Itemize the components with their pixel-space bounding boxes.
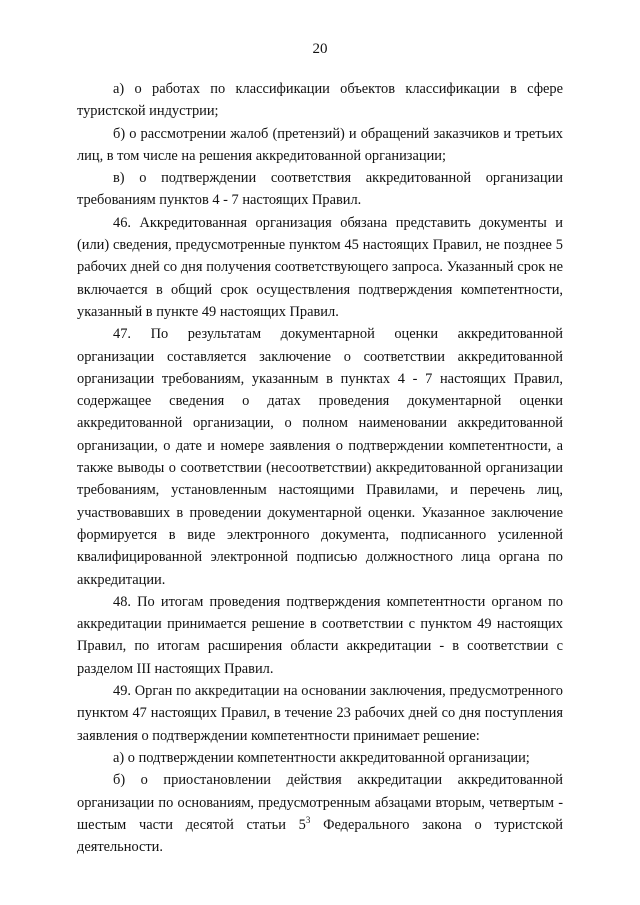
paragraph-47: 47. По результатам документарной оценки аккредитованной организации составляется заключение о соответствии аккредитованной организации требованиям, указанным в пунктах 4 - 7 настоящих Правил, содержащее сведения о датах проведения документарной оценки аккредитованной организации, о полном наименовании аккредитованной организации, о дате и номере заявления о подтверждении компетентности, а также выводы о соответствии (несоответствии) аккредитованной организации требованиям, установленным настоящими Правилами, и перечень лиц, участвовавших в проведении документарной оценки. Указанное заключение формируется в виде электронного документа, подписанного усиленной квалифицированной электронной подписью должностного лица органа по аккредитации.: [77, 326, 563, 588]
paragraph-49-a: а) о подтверждении компетентности аккредитованной организации;: [113, 749, 530, 766]
paragraph-b-complaints: б) о рассмотрении жалоб (претензий) и обращений заказчиков и третьих лиц, в том числе на решения аккредитованной организации;: [77, 125, 563, 164]
paragraph-49-b-text: б) о приостановлении действия аккредитации аккредитованной организации по основаниям, предусмотренным абзацами вторым, четвертым - шестым части десятой статьи 5: [77, 772, 563, 833]
paragraph-v-conformity: в) о подтверждении соответствия аккредитованной организации требованиям пунктов 4 - 7 настоящих Правил.: [77, 170, 563, 209]
paragraph-49-b: [77, 769, 563, 858]
paragraph-a-classification: а) о работах по классификации объектов классификации в сфере туристской индустрии;: [77, 81, 563, 120]
article-superscript: 3: [305, 815, 311, 825]
paragraph-49: 49. Орган по аккредитации на основании заключения, предусмотренного пунктом 47 настоящих Правил, в течение 23 рабочих дней со дня поступления заявления о подтверждении компетентности принимает решение:: [77, 683, 563, 744]
page-number: 20: [312, 41, 328, 57]
paragraph-48: 48. По итогам проведения подтверждения компетентности органом по аккредитации принимается решение в соответствии с пунктом 49 настоящих Правил, по итогам расширения области аккредитации - в соответствии с разделом III настоящих Правил.: [77, 593, 563, 677]
document-body: [77, 78, 563, 858]
paragraph-46: 46. Аккредитованная организация обязана представить документы и (или) сведения, предусмотренные пунктом 45 настоящих Правил, не позднее 5 рабочих дней со дня получения соответствующего запроса. Указанный срок не включается в общий срок осуществления подтверждения компетентности, указанный в пункте 49 настоящих Правил.: [77, 214, 563, 320]
paragraph-49-b-tail: Федерального закона о туристской деятельности.: [77, 816, 564, 856]
